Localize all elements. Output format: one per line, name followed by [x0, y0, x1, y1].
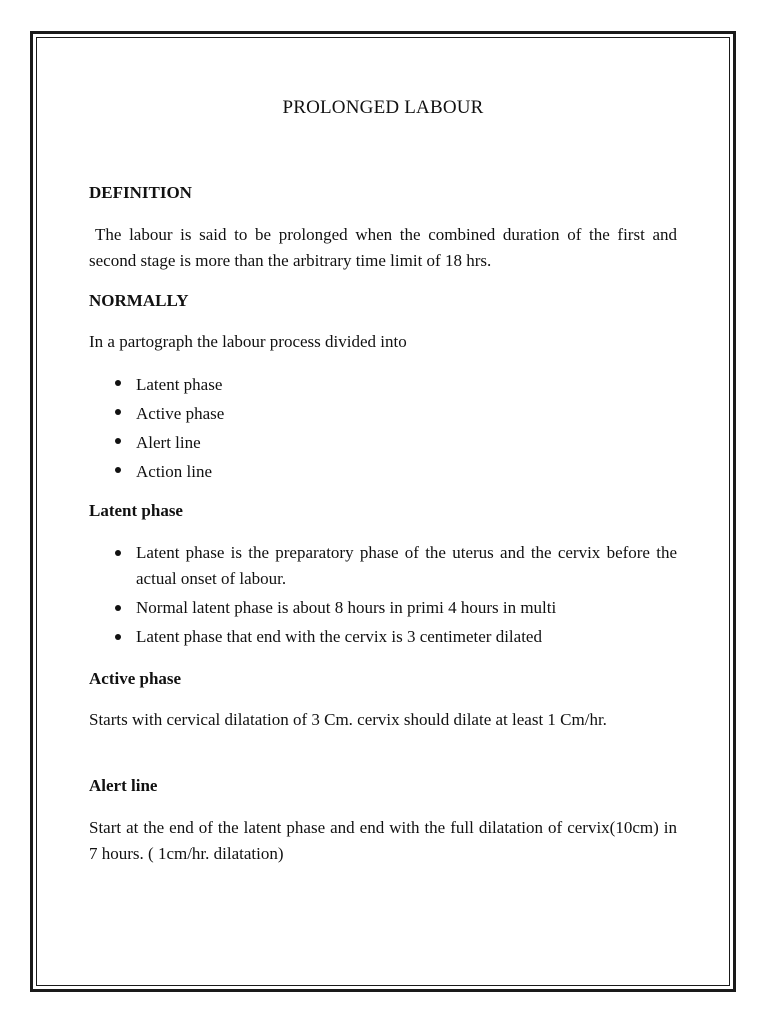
list-item: Action line [89, 457, 677, 486]
list-item: Latent phase [89, 370, 677, 399]
definition-text: The labour is said to be prolonged when the combined duration of the first and second stage is more than the arbitrary time limit of 18 hrs. [89, 225, 677, 270]
normally-list [89, 370, 677, 486]
list-item: Alert line [89, 428, 677, 457]
alert-line-text: Start at the end of the latent phase and end with the full dilatation of cervix(10cm) in 7 hours. ( 1cm/hr. dilatation) [89, 818, 677, 863]
bullet-icon [115, 550, 121, 556]
document-title: PROLONGED LABOUR [282, 97, 484, 118]
bullet-icon [115, 438, 121, 444]
bullet-icon [115, 605, 121, 611]
list-item: Normal latent phase is about 8 hours in primi 4 hours in multi [89, 595, 677, 621]
active-phase-heading: Active phase [89, 669, 182, 688]
bullet-icon [115, 409, 121, 415]
bullet-icon [115, 634, 121, 640]
bullet-icon [115, 380, 121, 386]
alert-line-heading: Alert line [89, 776, 158, 795]
active-phase-text: Starts with cervical dilatation of 3 Cm. cervix should dilate at least 1 Cm/hr. [89, 710, 607, 729]
normally-heading: NORMALLY [89, 291, 189, 310]
list-item: Active phase [89, 399, 677, 428]
list-item: Latent phase is the preparatory phase of the uterus and the cervix before the actual onset of labour. [89, 540, 677, 592]
normally-intro: In a partograph the labour process divided into [89, 332, 407, 351]
bullet-icon [115, 467, 121, 473]
latent-phase-list [89, 540, 677, 650]
list-item: Latent phase that end with the cervix is 3 centimeter dilated [89, 624, 677, 650]
latent-phase-heading: Latent phase [89, 501, 183, 520]
definition-heading: DEFINITION [89, 183, 192, 202]
